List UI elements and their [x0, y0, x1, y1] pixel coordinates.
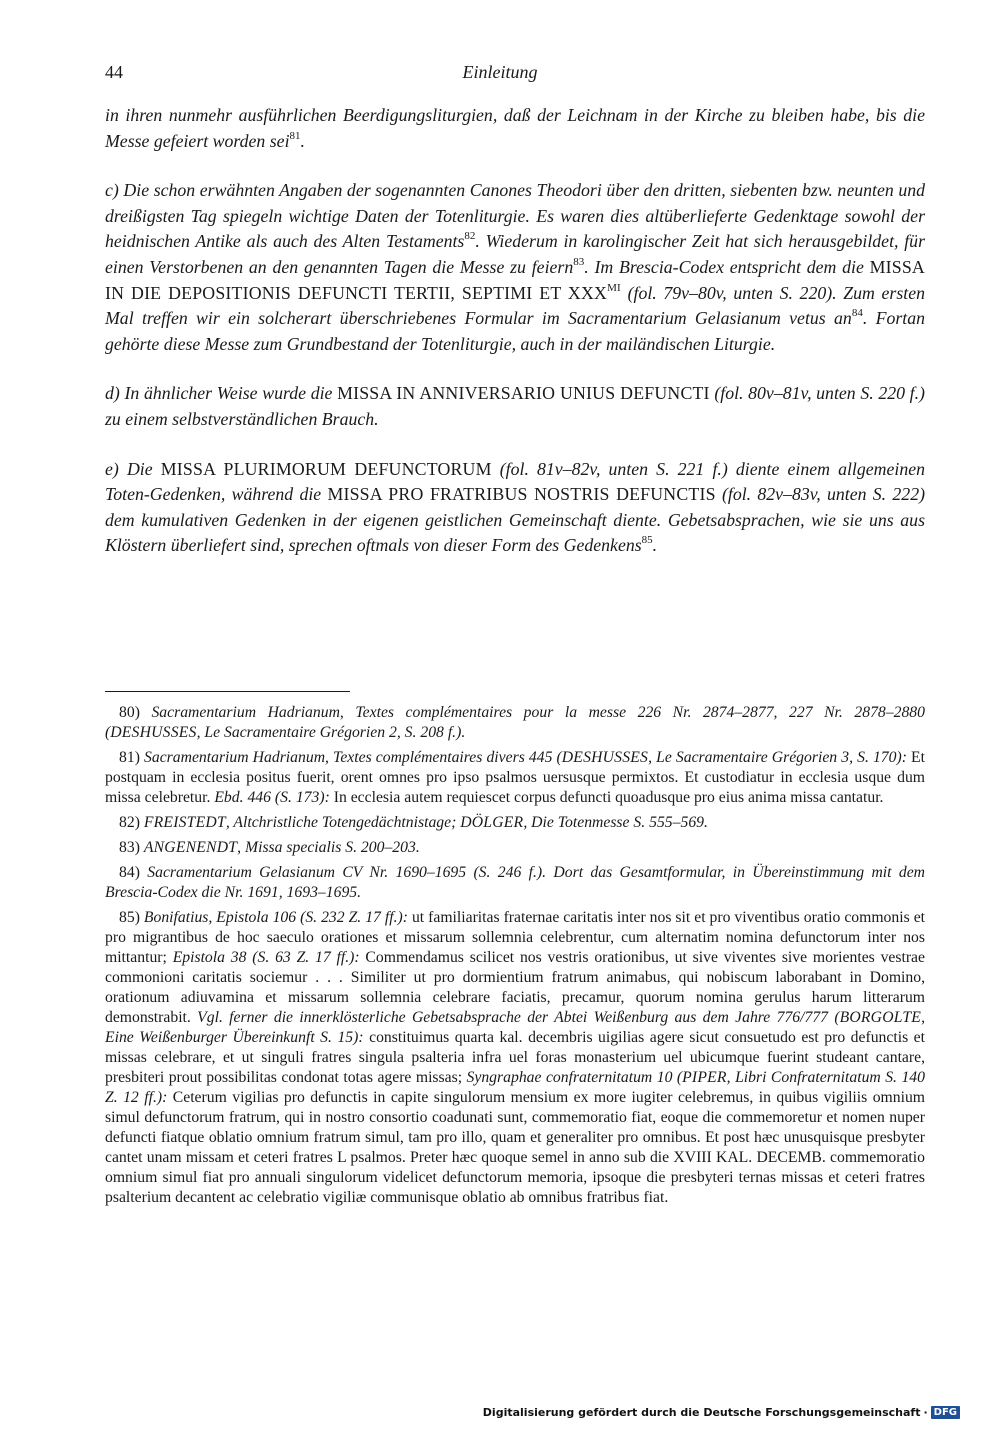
author: FREISTEDT	[143, 814, 226, 831]
quote: Ceterum vigilias pro defunctis in capite singulorum mensium ex more iugiter celebremus, in quibus vigiliis omnium simul defunctorum fratrum, qui in nostro consortio coadunati sunt, commemoratio fiat, eoque die commemoretur et nomen nuper defuncti fiatque oblatio omnium fratrum simul, tam pro illo, quam et generaliter pro omnibus. Et post hæc unusquisque presbyter cantet unam missam et ceteri fratres L psalmos. Preter hæc quoque semel in anno sub die XVIII KAL. DECEMB. commemoratio omnium simul fiat pro annuali singulorum videlicet defunctorum memoria, ipsoque die presbyteri ternas missas et ceteri fratres psalterium decantent ac celebratio vigiliæ communisque oblatio ab omnibus fratribus fiat.	[105, 1089, 925, 1206]
footnote-number: 81)	[119, 749, 145, 766]
text: (fol. 82v–83v, unten S. 222) dem kumulativen Gedenken in der eigenen geistlichen Gemeinschaft diente. Gebetsabsprachen, wie sie uns aus Klöstern überliefert sind, sprechen oftmals von dieser Form des Gedenkens	[105, 484, 926, 556]
author: ANGENENDT	[143, 839, 238, 856]
text: . Im Brescia-Codex entspricht dem die	[584, 256, 870, 277]
footnote-number: 85)	[119, 909, 144, 926]
footnote-84	[105, 863, 925, 903]
text: (fol. 79v–80v, unten S. 220). Zum ersten Mal treffen wir ein solcherart überschriebenes Formular im Sacramentarium Gelasianum vetus an	[105, 282, 925, 329]
footnote-83	[105, 838, 925, 858]
citation: Sacramentarium Gelasianum CV Nr. 1690–1695 (S. 246 f.). Dort das Gesamtformular, in Übereinstimmung mit dem Brescia-Codex die Nr. 1691, 1693–1695.	[105, 864, 925, 901]
author: DESHUSSES	[110, 724, 197, 741]
text: .	[652, 535, 658, 556]
credit-text: Digitalisierung gefördert durch die Deutsche Forschungsgemeinschaft	[482, 1406, 921, 1419]
text: d) In ähnlicher Weise wurde die	[105, 383, 338, 404]
footnote-number: 84)	[119, 864, 148, 881]
footnotes	[105, 703, 925, 1213]
citation: , Le Sacramentaire Grégorien 3, S. 170):	[648, 749, 907, 766]
author: PIPER	[682, 1069, 727, 1086]
digitization-credit	[483, 1406, 960, 1419]
footnote-ref[interactable]: 85	[641, 534, 653, 547]
quote: Commendamus scilicet nos vestris orationibus, ut sive viventes sive morientes vestrae commonioni caritatis sociemur . . . Similiter ut pro dormientium fratrum animabus, qui nobiscum laborabant in Domino, orationum adiuvamina et missarum sollemnia celebrare faciatis, precamur, quorum nomina gerulus harum litterarum demonstrabit.	[105, 949, 925, 1026]
footnote-number: 82)	[119, 814, 144, 831]
mass-title: MISSA IN DIE DEPOSITIONIS DEFUNCTI TERTII, SEPTIMI ET XXX	[105, 256, 925, 303]
footnote-ref[interactable]: 81	[289, 129, 301, 142]
footnote-85	[105, 908, 925, 1208]
text: . Fortan gehörte diese Messe zum Grundbestand der Totenliturgie, auch in der mailändischen Liturgie.	[105, 308, 925, 354]
text: c) Die schon erwähnten Angaben der sogenannten Canones Theodori über den dritten, siebenten bzw. neunten und dreißigsten Tag spiegeln wichtige Daten der Totenliturgie. Es waren dies altüberlieferte Gedenktage sowohl der heidnischen Antike als auch des Alten Testaments	[105, 180, 925, 252]
citation: , Die Totenmesse S. 555–569.	[523, 814, 708, 831]
credit-separator: ·	[923, 1406, 928, 1419]
footnote-ref[interactable]: 84	[851, 307, 863, 320]
citation: , Altchristliche Totengedächtnistage;	[225, 814, 461, 831]
mass-title: MISSA PRO FRATRIBUS NOSTRIS DEFUNCTIS	[327, 484, 716, 505]
quote: constituimus quarta kal. decembris uigilias agere sicut consuetudo est pro defunctis et missas celebrare, et ut singuli fratres singula psalteria infra uel foras monasterium uel ubicumque fuerint studeant cantare, presbiteri prout possibilitas condonat totas agere missas;	[105, 1029, 925, 1086]
text: e) Die	[105, 458, 161, 479]
citation: Sacramentarium Hadrianum, Textes complémentaires pour la messe 226 Nr. 2874–2877, 227 Nr. 2878–2880 (	[105, 704, 925, 741]
text: (fol. 81v–82v, unten S. 221 f.) diente einem allgemeinen Toten-Gedenken, während die	[105, 458, 926, 505]
citation: Sacramentarium Hadrianum, Textes complémentaires divers 445 (	[144, 749, 562, 766]
quote: Et postquam in ecclesia positus fuerit, orent omnes pro ipso psalmos uersusque permixtos. Et custodiatur in ecclesia usque dum missa celebretur.	[105, 749, 925, 806]
citation: , Libri Confraternitatum S. 140 Z. 12 ff.):	[105, 1069, 925, 1106]
quote: ut familiaritas fraternae caritatis inter nos sit et pro viventibus oratio commonis et pro migrantibus de hoc saeculo orationes et missarum sollemnia celebrentur, cum alternatim nomina defunctorum inter nos mittantur;	[105, 909, 926, 966]
body-text	[105, 103, 925, 559]
author: DESHUSSES	[561, 749, 649, 766]
dfg-logo-icon: DFG	[931, 1406, 960, 1419]
citation: Bonifatius, Epistola 106 (S. 232 Z. 17 ff.):	[143, 909, 408, 926]
citation: , Le Sacramentaire Grégorien 2, S. 208 f.).	[196, 724, 466, 741]
footnote-81	[105, 748, 925, 808]
footnote-number: 83)	[119, 839, 144, 856]
text: (fol. 80v–81v, unten S. 220 f.) zu einem selbstverständlichen Brauch.	[105, 383, 925, 429]
footnote-80	[105, 703, 925, 743]
mass-title: MISSA IN ANNIVERSARIO UNIUS DEFUNCTI	[337, 383, 710, 404]
running-head: Einleitung	[462, 62, 538, 82]
citation: , Missa specialis S. 200–203.	[237, 839, 420, 856]
author: BORGOLTE	[839, 1009, 922, 1026]
citation: Vgl. ferner die innerklösterliche Gebetsabsprache der Abtei Weißenburg aus dem Jahre 776/777 (	[197, 1009, 840, 1026]
citation: Syngraphae confraternitatum 10 (	[466, 1069, 683, 1086]
footnote-ref[interactable]: 82	[464, 230, 476, 243]
text: . Wiederum in karolingischer Zeit hat sich herausgebildet, für einen Verstorbenen an den genannten Tagen die Messe zu feiern	[105, 231, 925, 277]
text: in ihren nunmehr ausführlichen Beerdigungsliturgien, daß der Leichnam in der Kirche zu bleiben habe, bis die Messe gefeiert worden sei	[105, 105, 925, 151]
footnote-number: 80)	[119, 704, 152, 721]
footnote-ref[interactable]: 83	[573, 256, 585, 269]
paragraph-c	[105, 178, 925, 357]
citation: Epistola 38 (S. 63 Z. 17 ff.):	[172, 949, 360, 966]
quote: In ecclesia autem requiescet corpus defuncti quoadusque pro eius anima missa cantatur.	[329, 789, 884, 806]
mass-title: MISSA PLURIMORUM DEFUNCTORUM	[160, 458, 492, 479]
footnote-rule	[105, 691, 350, 692]
citation: Ebd. 446 (S. 173):	[214, 789, 330, 806]
text: .	[300, 130, 305, 151]
paragraph-d	[105, 381, 925, 432]
author: DÖLGER	[460, 814, 524, 831]
mass-title-superscript: MI	[607, 281, 621, 294]
page-number: 44	[105, 62, 123, 82]
paragraph-continuation	[105, 103, 925, 154]
paragraph-e	[105, 457, 925, 559]
citation: , Eine Weißenburger Übereinkunft S. 15):	[105, 1009, 925, 1046]
footnote-82	[105, 813, 925, 833]
